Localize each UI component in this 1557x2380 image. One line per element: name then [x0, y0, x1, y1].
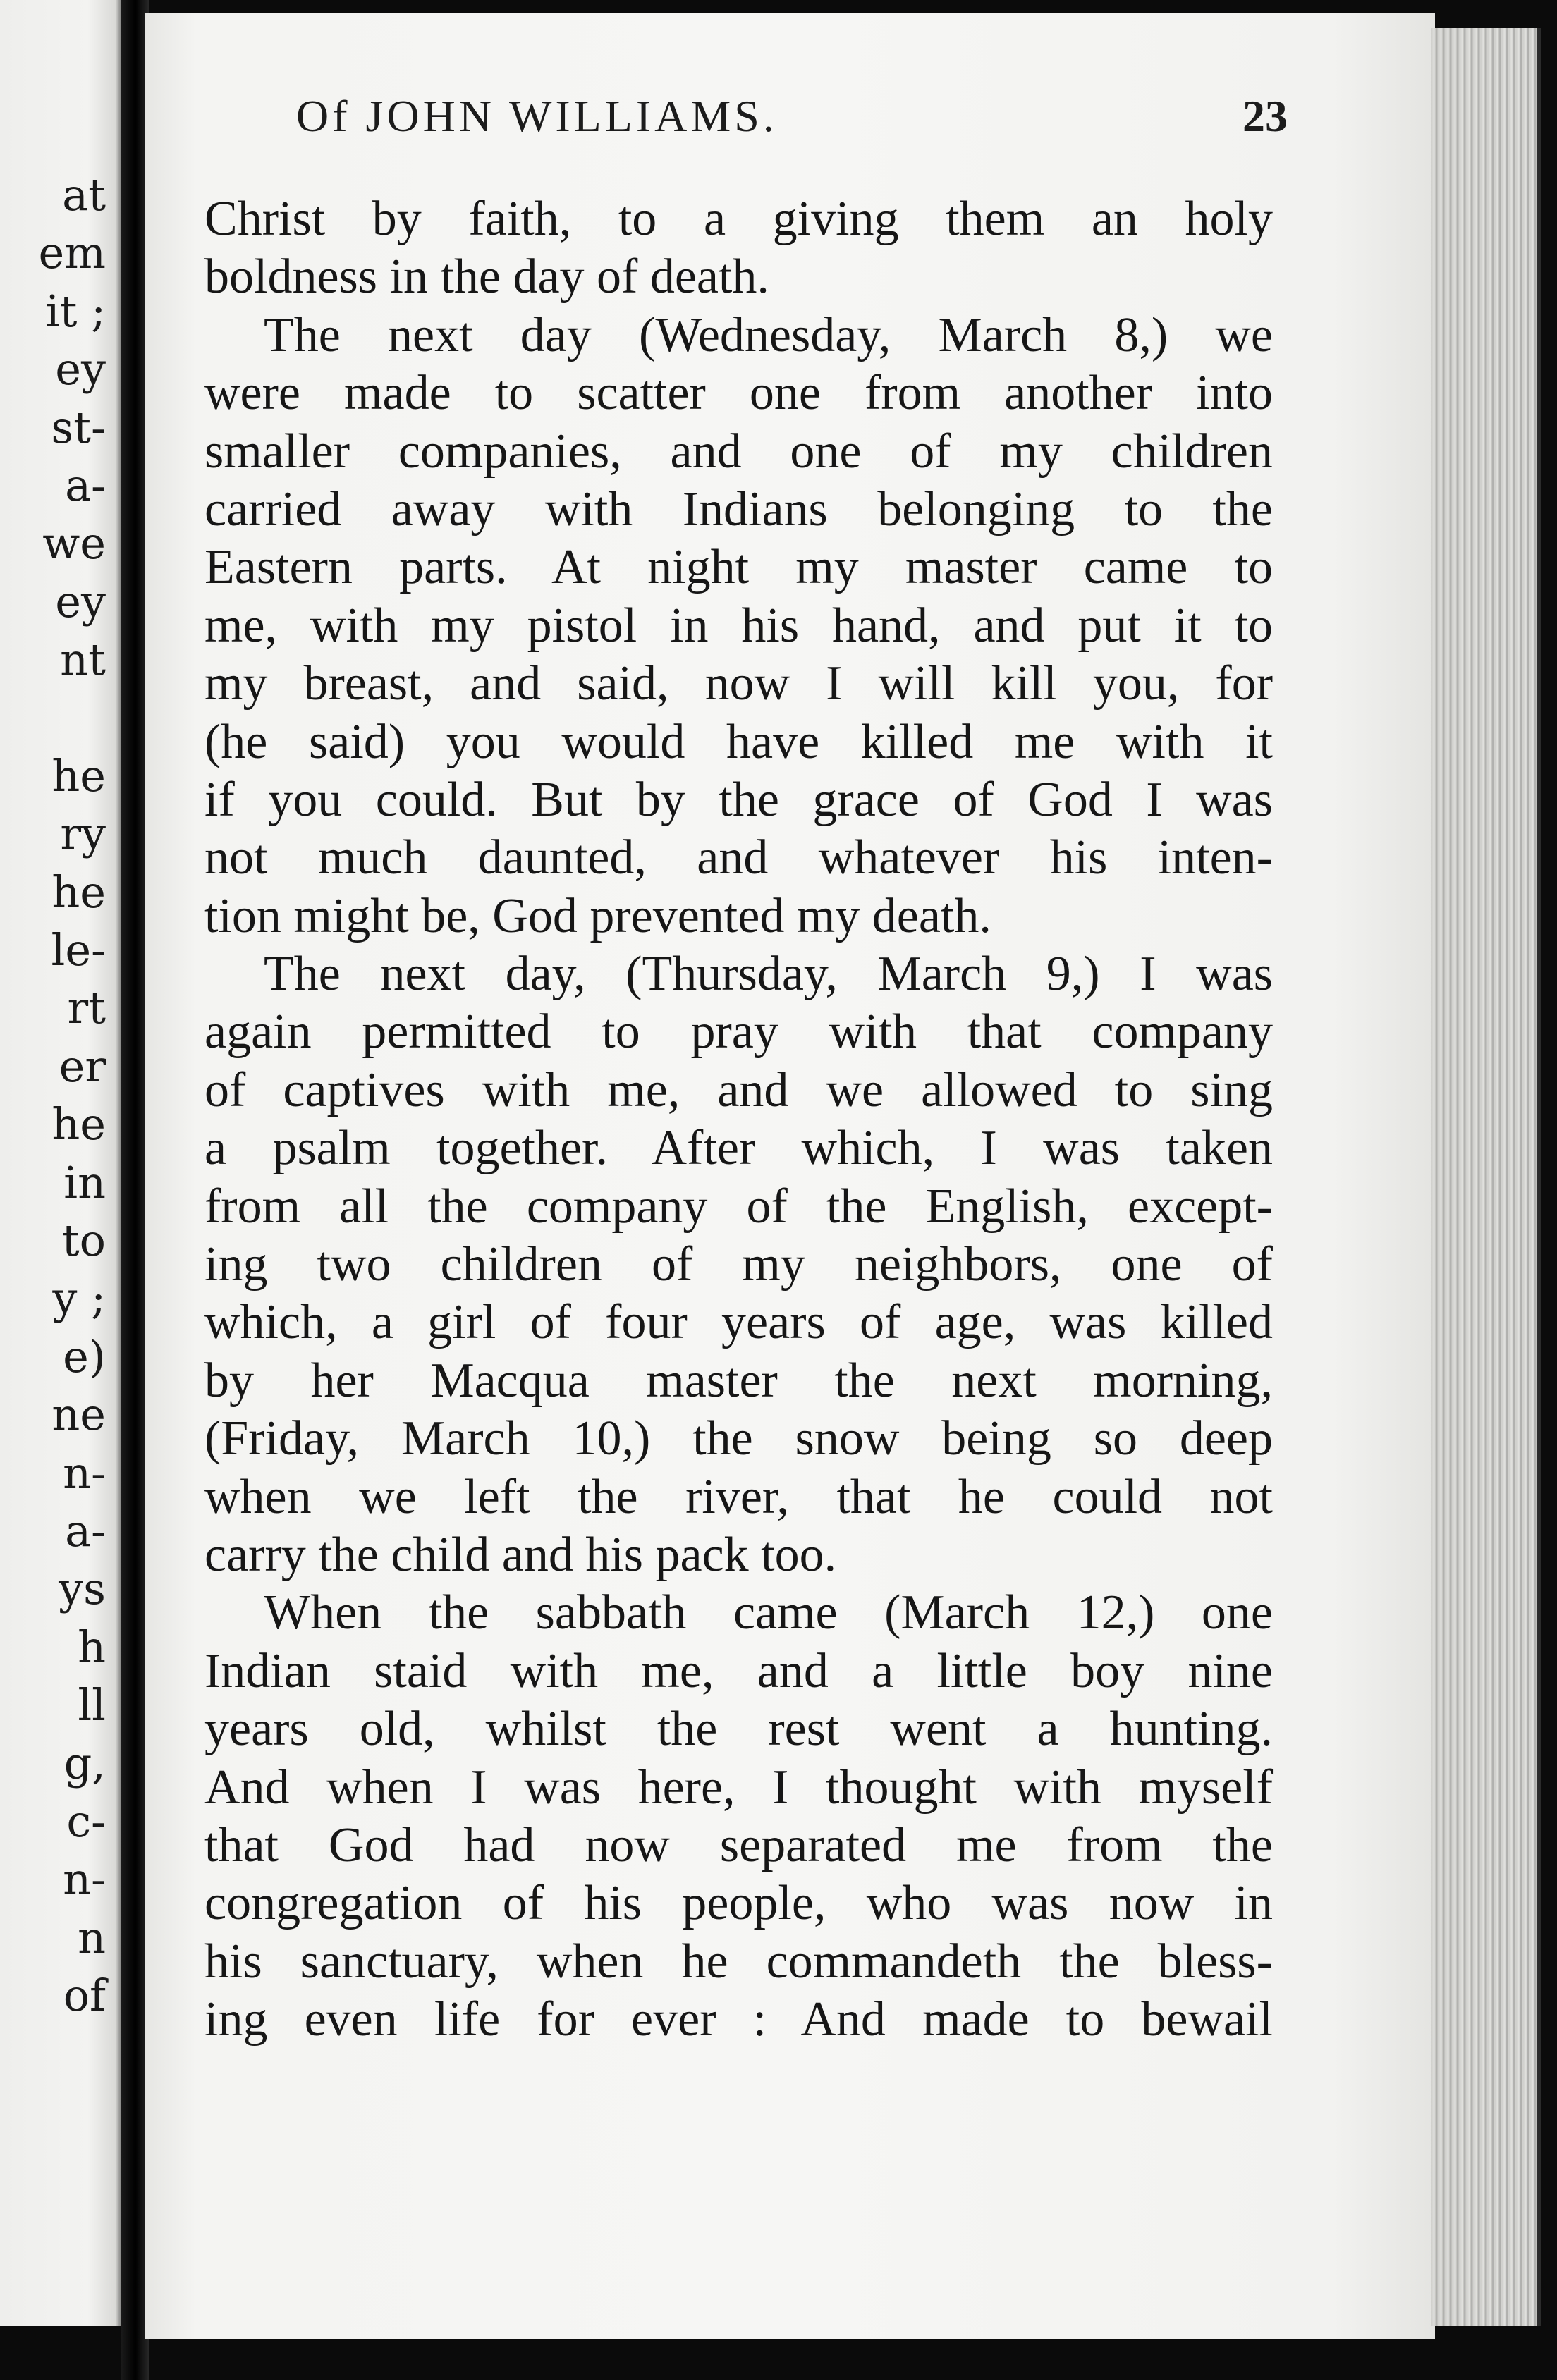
text-line: ing even life for ever : And made to bewail	[204, 1992, 1273, 2047]
fragment-line: n-	[63, 1853, 106, 1906]
text-line: which, a girl of four years of age, was killed	[204, 1295, 1273, 1350]
text-line: boldness in the day of death.	[204, 250, 769, 305]
text-line: Indian staid with me, and a little boy nine	[204, 1643, 1273, 1698]
text-line: if you could. But by the grace of God I was	[204, 772, 1273, 827]
fragment-line: ey	[55, 575, 106, 627]
text-line: tion might be, God prevented my death.	[204, 888, 991, 943]
fragment-line: it ;	[45, 285, 106, 337]
page-edges	[1431, 28, 1541, 2326]
text-line: were made to scatter one from another into	[204, 366, 1273, 421]
fragment-line: ys	[59, 1563, 106, 1615]
text-line: carry the child and his pack too.	[204, 1527, 837, 1582]
page-number: 23	[1242, 91, 1288, 141]
text-line: Eastern parts. At night my master came to	[204, 540, 1273, 595]
text-line: ing two children of my neighbors, one of	[204, 1237, 1273, 1292]
text-line: And when I was here, I thought with myself	[204, 1760, 1273, 1815]
text-line: from all the company of the English, except-	[204, 1179, 1273, 1234]
fragment-line: he	[51, 866, 106, 918]
fragment-line: er	[59, 1040, 106, 1092]
text-line: years old, whilst the rest went a hunting.	[204, 1702, 1273, 1757]
fragment-line: to	[61, 1215, 106, 1267]
fragment-line: at	[62, 169, 106, 221]
fragment-line: ne	[51, 1389, 106, 1441]
fragment-line: a-	[65, 1504, 106, 1557]
text-line: my breast, and said, now I will kill you, for	[204, 656, 1273, 711]
fragment-line: ll	[78, 1679, 106, 1731]
fragment-line: he	[51, 1098, 106, 1151]
text-line: me, with my pistol in his hand, and put it to	[204, 598, 1273, 653]
text-line: congregation of his people, who was now in	[204, 1876, 1273, 1931]
fragment-line: he	[51, 749, 106, 802]
fragment-line: of	[63, 1970, 106, 2022]
running-head: Of JOHN WILLIAMS.	[296, 91, 778, 141]
fragment-line: ry	[60, 808, 106, 860]
text-line: carried away with Indians belonging to the	[204, 481, 1273, 536]
fragment-line	[0, 689, 106, 747]
fragment-line: n	[78, 1911, 106, 1963]
fragment-line: ey	[55, 343, 106, 395]
facing-page-left	[0, 0, 126, 2326]
fragment-line: em	[38, 227, 106, 279]
text-line: smaller companies, and one of my children	[204, 424, 1273, 479]
text-line: The next day (Wednesday, March 8,) we	[264, 307, 1273, 362]
fragment-line: a-	[65, 459, 106, 511]
fragment-line: rt	[67, 982, 106, 1034]
text-line: When the sabbath came (March 12,) one	[264, 1585, 1273, 1640]
text-line: (Friday, March 10,) the snow being so deep	[204, 1411, 1273, 1466]
fragment-line: n-	[63, 1447, 106, 1499]
fragment-line: le-	[51, 924, 106, 976]
text-line: not much daunted, and whatever his inten-	[204, 830, 1273, 885]
fragment-line: st-	[51, 401, 106, 453]
body-text	[204, 190, 1273, 2049]
fragment-line: in	[63, 1156, 106, 1208]
fragment-line: e)	[63, 1330, 106, 1382]
text-line: The next day, (Thursday, March 9,) I was	[264, 947, 1273, 1002]
facing-page-fragments	[0, 166, 106, 2025]
text-line: Christ by faith, to a giving them an holy	[204, 192, 1273, 246]
fragment-line: h	[78, 1621, 106, 1673]
fragment-line: g,	[63, 1737, 106, 1789]
text-line: a psalm together. After which, I was taken	[204, 1121, 1273, 1176]
fragment-line: nt	[60, 634, 106, 686]
text-line: his sanctuary, when he commandeth the bless-	[204, 1934, 1273, 1989]
text-line: (he said) you would have killed me with it	[204, 714, 1273, 769]
text-line: of captives with me, and we allowed to sing	[204, 1062, 1273, 1117]
text-line: that God had now separated me from the	[204, 1817, 1273, 1872]
text-line: when we left the river, that he could not	[204, 1469, 1273, 1524]
text-line: again permitted to pray with that company	[204, 1005, 1273, 1060]
fragment-line: we	[42, 517, 106, 570]
text-line: by her Macqua master the next morning,	[204, 1353, 1273, 1408]
fragment-line: y ;	[52, 1272, 106, 1325]
fragment-line: c-	[66, 1795, 106, 1847]
